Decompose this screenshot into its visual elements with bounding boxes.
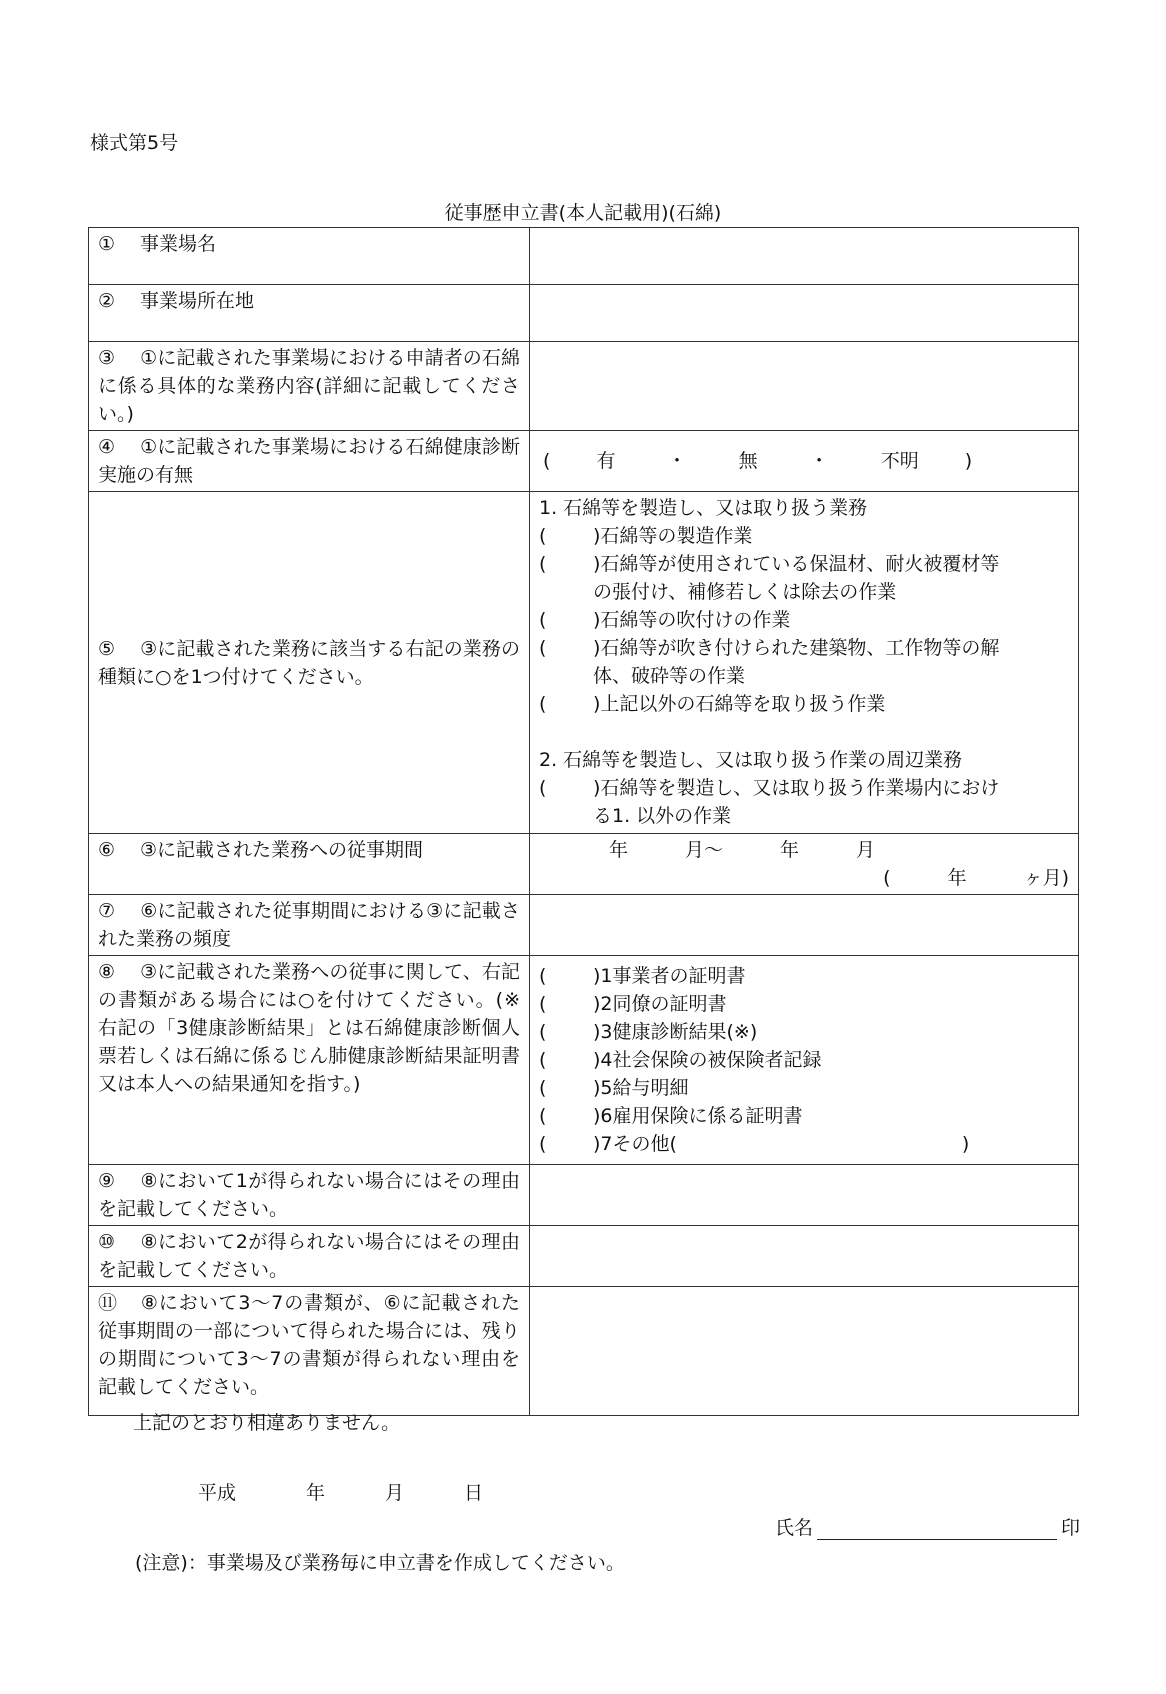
document-option[interactable]: ( )3健康診断結果(※) — [539, 1021, 758, 1043]
paren-open: ( — [543, 450, 551, 472]
row-work-type — [89, 492, 1079, 834]
row-work-period — [89, 834, 1079, 895]
row-documents — [89, 956, 1079, 1165]
row-label-cell — [89, 895, 530, 956]
work-type-option[interactable]: ( )石綿等の製造作業 — [539, 525, 753, 547]
paren-close: ) — [964, 450, 973, 472]
health-check-options — [530, 431, 1079, 492]
seal-label: 印 — [1061, 1517, 1081, 1539]
row-workplace-address — [89, 285, 1079, 342]
signature-line — [775, 1513, 1080, 1540]
row-label-cell — [89, 492, 530, 834]
date-line — [198, 1478, 483, 1505]
row-label: ⑥に記載された従事期間における③に記載された業務の頻度 — [98, 900, 520, 950]
work-period-field[interactable] — [530, 834, 1079, 895]
date-month[interactable]: 月 — [385, 1482, 405, 1504]
row-label-cell — [89, 342, 530, 431]
row-label-cell — [89, 431, 530, 492]
document-option[interactable]: ( )4社会保険の被保険者記録 — [539, 1049, 822, 1071]
row-label-cell — [89, 1165, 530, 1226]
option-unknown[interactable]: 不明 — [880, 450, 919, 472]
row-label: 事業場名 — [140, 233, 217, 255]
workplace-name-field[interactable] — [530, 228, 1079, 285]
row-work-frequency — [89, 895, 1079, 956]
work-group-1-title: 1. 石綿等を製造し、又は取り扱う業務 — [539, 497, 868, 519]
form-number: 様式第5号 — [90, 132, 179, 154]
row-health-check — [89, 431, 1079, 492]
row-label: ③に記載された業務への従事に関して、右記の書類がある場合には○を付けてください。(※ 右記の「3健康診断結果」とは石綿健康診断個人票若しくは石綿に係るじん肺健康診断結果証明書又は本人への結果通知を指す。) — [98, 961, 520, 1095]
option-no[interactable]: 無 — [738, 450, 758, 472]
work-type-option[interactable]: ( )石綿等を製造し、又は取り扱う作業場内におけ る1. 以外の作業 — [539, 777, 1000, 827]
reason-3-7-field[interactable] — [530, 1287, 1079, 1416]
document-option[interactable]: ( )1事業者の証明書 — [539, 965, 746, 987]
row-work-content — [89, 342, 1079, 431]
work-type-option[interactable]: ( )石綿等が吹き付けられた建築物、工作物等の解 体、破砕等の作業 — [539, 637, 1000, 687]
row-workplace-name — [89, 228, 1079, 285]
document-option[interactable]: ( )2同僚の証明書 — [539, 993, 727, 1015]
reason-1-field[interactable] — [530, 1165, 1079, 1226]
date-era: 平成 — [198, 1482, 237, 1504]
row-label: ③に記載された業務への従事期間 — [140, 839, 424, 861]
work-type-option[interactable]: ( )上記以外の石綿等を取り扱う作業 — [539, 693, 886, 715]
row-number: ② — [98, 290, 116, 312]
row-label-cell — [89, 1226, 530, 1287]
row-label-cell — [89, 956, 530, 1165]
row-number: ⑤ — [98, 637, 116, 660]
documents-options — [530, 956, 1079, 1165]
document-option[interactable]: ( )5給与明細 — [539, 1077, 689, 1099]
row-reason-2 — [89, 1226, 1079, 1287]
work-type-option[interactable]: ( )石綿等の吹付けの作業 — [539, 609, 791, 631]
confirmation-text: 上記のとおり相違ありません。 — [133, 1412, 401, 1434]
row-reason-1 — [89, 1165, 1079, 1226]
row-number: ⑪ — [98, 1292, 118, 1314]
row-label: ⑧において3～7の書類が、⑥に記載された従事期間の一部について得られた場合には、残りの期間について3～7の書類が得られない理由を記載してください。 — [98, 1292, 520, 1398]
row-number: ④ — [98, 436, 116, 458]
option-yes[interactable]: 有 — [596, 450, 616, 472]
application-table — [88, 227, 1079, 1416]
work-content-field[interactable] — [530, 342, 1079, 431]
row-label: ③に記載された業務に該当する右記の業務の種類に○を1つ付けてください。 — [98, 637, 520, 688]
workplace-address-field[interactable] — [530, 285, 1079, 342]
date-day[interactable]: 日 — [464, 1482, 484, 1504]
row-number: ⑦ — [98, 900, 116, 922]
row-number: ⑨ — [98, 1170, 116, 1192]
document-title: 従事歴申立書(本人記載用)(石綿) — [444, 202, 722, 224]
row-label-cell — [89, 228, 530, 285]
name-field[interactable] — [817, 1517, 1057, 1540]
row-label-cell — [89, 1287, 530, 1416]
work-type-options — [530, 492, 1079, 834]
row-number: ③ — [98, 347, 116, 369]
row-number: ⑥ — [98, 839, 116, 861]
work-type-option[interactable]: ( )石綿等が使用されている保温材、耐火被覆材等 の張付け、補修若しくは除去の作業 — [539, 553, 1000, 603]
separator-dot: ・ — [809, 450, 829, 472]
row-number: ⑩ — [98, 1231, 116, 1253]
row-label-cell — [89, 834, 530, 895]
row-number: ① — [98, 233, 116, 255]
row-label: ⑧において2が得られない場合にはその理由を記載してください。 — [98, 1231, 520, 1281]
separator-dot: ・ — [667, 450, 687, 472]
row-label: 事業場所在地 — [140, 290, 255, 312]
row-label: ①に記載された事業場における石綿健康診断実施の有無 — [98, 436, 520, 486]
period-dates: 年 月～ 年 月 — [609, 839, 876, 861]
document-option[interactable]: ( )6雇用保険に係る証明書 — [539, 1105, 803, 1127]
row-label: ①に記載された事業場における申請者の石綿に係る具体的な業務内容(詳細に記載してください。) — [98, 347, 520, 425]
work-group-2-title: 2. 石綿等を製造し、又は取り扱う作業の周辺業務 — [539, 749, 963, 771]
row-reason-3-7 — [89, 1287, 1079, 1416]
row-number: ⑧ — [98, 961, 116, 983]
name-label: 氏名 — [775, 1517, 814, 1539]
period-duration: ( 年 ヶ月) — [883, 867, 1069, 889]
row-label-cell — [89, 285, 530, 342]
work-frequency-field[interactable] — [530, 895, 1079, 956]
date-year[interactable]: 年 — [306, 1482, 326, 1504]
row-label: ⑧において1が得られない場合にはその理由を記載してください。 — [98, 1170, 520, 1220]
note-text: (注意)：事業場及び業務毎に申立書を作成してください。 — [135, 1552, 625, 1574]
reason-2-field[interactable] — [530, 1226, 1079, 1287]
document-option[interactable]: ( )7その他( ) — [539, 1133, 970, 1155]
